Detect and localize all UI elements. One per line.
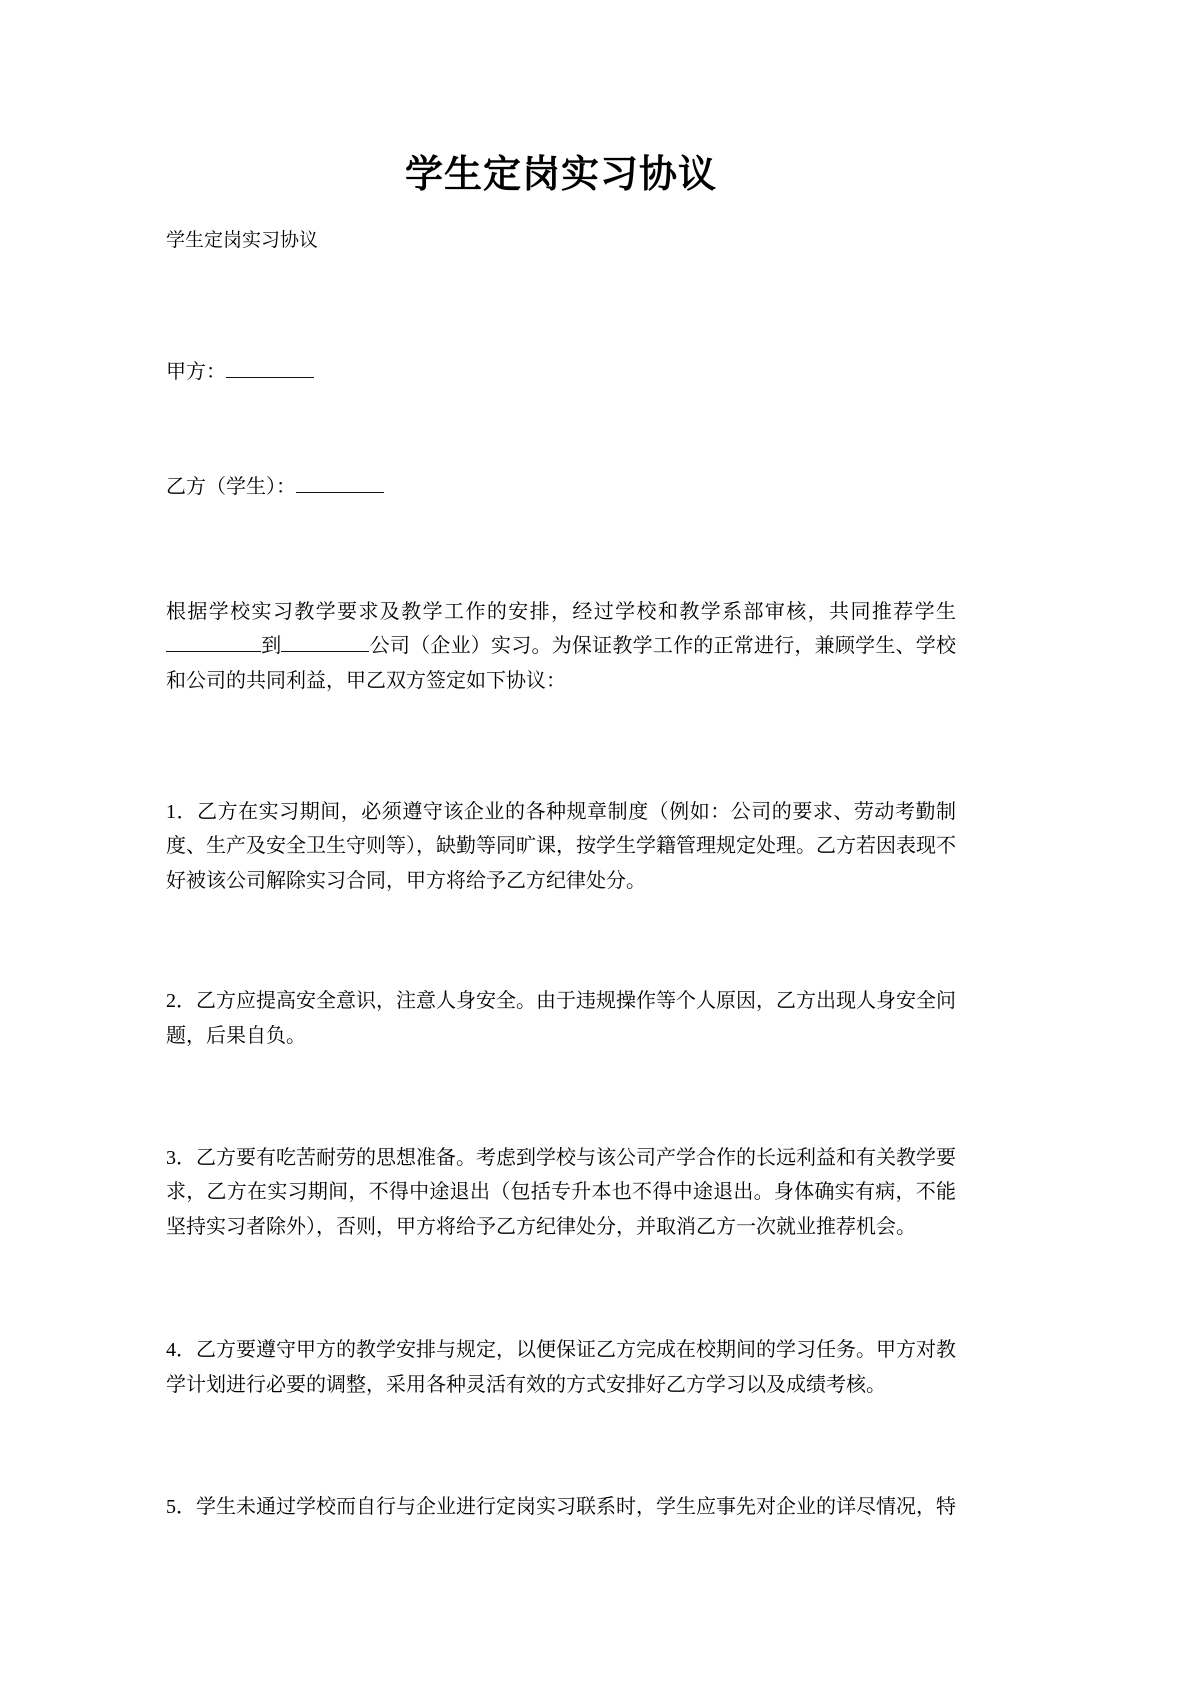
intro-segment-3: 公司（企业）实习。为保证教学工作的正常进行，兼顾学生、学校和公司的共同利益，甲乙双方签定如下协议： [166, 635, 957, 692]
clause-2 [166, 898, 956, 1053]
document-subtitle: 学生定岗实习协议 [166, 229, 319, 251]
clause-5-text: 学生未通过学校而自行与企业进行定岗实习联系时，学生应事先对企业的详尽情况，特 [196, 1495, 956, 1518]
student-name-blank[interactable] [166, 651, 261, 652]
intro-paragraph [166, 503, 956, 698]
intro-segment-2: 到 [261, 635, 282, 658]
company-name-blank[interactable] [281, 651, 369, 652]
party-b-label: 乙方（学生）： [166, 475, 296, 498]
clause-3 [166, 1053, 956, 1244]
clause-4-number: 4． [166, 1339, 196, 1362]
party-a-line [166, 256, 956, 388]
party-a-blank[interactable] [226, 377, 314, 378]
clause-4 [166, 1244, 956, 1402]
party-b-line [166, 388, 956, 503]
clause-4-text: 乙方要遵守甲方的教学安排与规定，以便保证乙方完成在校期间的学习任务。甲方对教学计划进行必要的调整，采用各种灵活有效的方式安排好乙方学习以及成绩考核。 [166, 1339, 956, 1396]
page-title: 学生定岗实习协议 [404, 154, 717, 196]
clause-1-number: 1． [166, 801, 198, 824]
clause-3-text: 乙方要有吃苦耐劳的思想准备。考虑到学校与该公司产学合作的长远利益和有关教学要求，乙方在实习期间，不得中途退出（包括专升本也不得中途退出。身体确实有病，不能坚持实习者除外），否则，甲方将给予乙方纪律处分，并取消乙方一次就业推荐机会。 [166, 1147, 956, 1238]
clause-5-number: 5． [166, 1495, 196, 1518]
clause-5 [166, 1402, 956, 1524]
document-body [166, 0, 956, 1524]
clause-2-number: 2． [166, 990, 196, 1013]
intro-segment-1: 根据学校实习教学要求及教学工作的安排，经过学校和教学系部审核，共同推荐学生 [166, 600, 956, 623]
clause-1-text: 乙方在实习期间，必须遵守该企业的各种规章制度（例如：公司的要求、劳动考勤制度、生产及安全卫生守则等），缺勤等同旷课，按学生学籍管理规定处理。乙方若因表现不好被该公司解除实习合同，甲方将给予乙方纪律处分。 [166, 801, 957, 892]
clause-2-text: 乙方应提高安全意识，注意人身安全。由于违规操作等个人原因，乙方出现人身安全问题，后果自负。 [166, 990, 956, 1047]
party-a-label: 甲方： [166, 360, 226, 383]
clause-3-number: 3． [166, 1147, 196, 1170]
party-b-blank[interactable] [296, 492, 384, 493]
clause-1 [166, 698, 956, 898]
